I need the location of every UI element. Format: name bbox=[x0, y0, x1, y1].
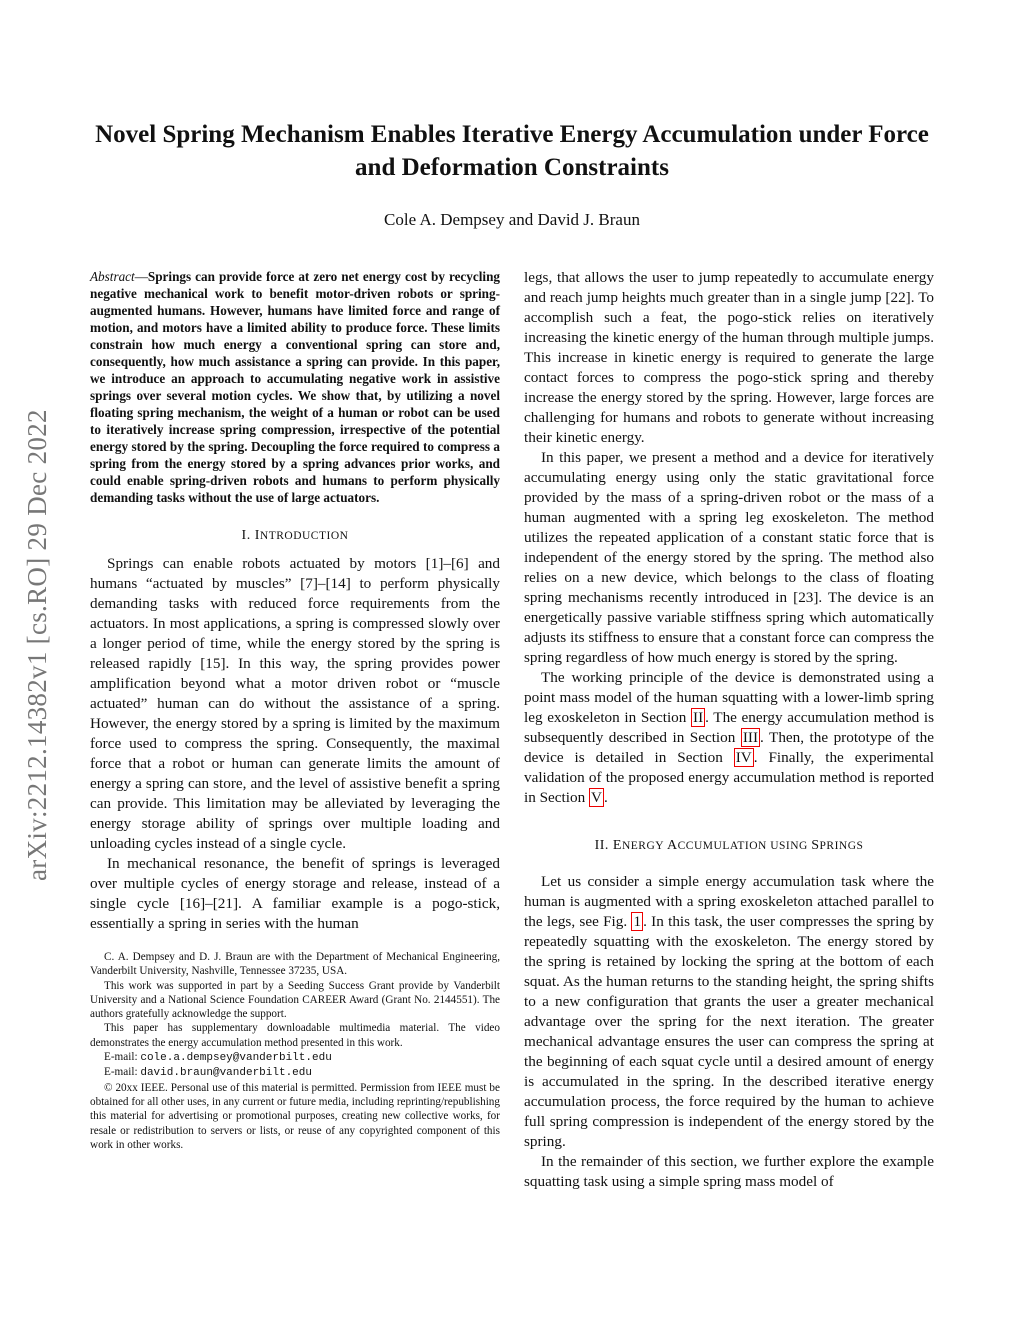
text-run: The working principle of the device is demonstrated using a point mass model of the human squatting with a lower-limb spring leg exoskeleton in Section bbox=[524, 669, 934, 726]
section-link-iii[interactable]: III bbox=[742, 729, 759, 746]
footnotes bbox=[90, 950, 500, 1152]
intro-paragraph-2: In mechanical resonance, the benefit of springs is leveraged over multiple cycles of energy storage and release, instead of a single cycle [16]–[21]. A familiar example is a pogo-stick, essentially a spring in series with the human bbox=[90, 855, 500, 932]
intro-paragraph-4 bbox=[524, 668, 934, 808]
section-1-numeral: I. bbox=[241, 528, 255, 543]
abstract-dash: — bbox=[134, 269, 148, 284]
section-2-initial: S bbox=[811, 838, 820, 853]
right-column bbox=[524, 268, 934, 1192]
section-link-v[interactable]: V bbox=[590, 789, 602, 806]
footnote-funding: This work was supported in part by a Seeding Success Grant provide by Vanderbilt University and a National Science Foundation CAREER Award (Grant No. 2144551). The authors gratefully acknowledge the support. bbox=[90, 979, 500, 1021]
abstract bbox=[90, 268, 500, 506]
abstract-text: Springs can provide force at zero net energy cost by recycling negative mechanical work to benefit motor-driven robots or spring-augmented humans. However, humans have limited force and range of motion, and motors have a limited ability to produce force. These limits constrain how much energy a conventional spring can store and, consequently, how much assistance a spring can provide. In this paper, we introduce an approach to accumulating negative work in assistive springs over several motion cycles. We show that, by utilizing a novel floating spring mechanism, the weight of a human or robot can be used to iteratively increase spring compression, irrespective of the potential energy stored by the spring. Decoupling the force required to compress a spring from the energy stored by a spring advances prior works, and could enable spring-driven robots and humans to perform physically demanding tasks without the use of large actuators. bbox=[90, 269, 500, 505]
paper-authors: Cole A. Dempsey and David J. Braun bbox=[384, 210, 640, 229]
footnote-multimedia: This paper has supplementary downloadable multimedia material. The video demonstrates the energy accumulation method presented in this work. bbox=[90, 1022, 500, 1049]
section-2-initial: A bbox=[667, 838, 678, 853]
left-column bbox=[90, 268, 500, 1152]
section-1-initial: I bbox=[254, 528, 260, 543]
footnote-affiliation: C. A. Dempsey and D. J. Braun are with the Department of Mechanical Engineering, Vanderbilt University, Nashville, Tennessee 37235, USA. bbox=[90, 951, 500, 978]
abstract-label: Abstract bbox=[90, 269, 135, 284]
text-run: . In this task, the user compresses the spring by repeatedly squatting with the exoskeleton. The energy stored by the spring is retained by locking the spring at the bottom of each squat. As the human returns to the standing height, the spring shifts to a new configuration that grants the user a greater mechanical advantage over the spring for the next iteration. The greater mechanical advantage ensures the user can compress the spring at the beginning of each squat cycle until a desired amount of energy is accumulated in the spring. In the described iterative energy accumulation process, the force required by the human to achieve full spring compression is independent of the energy stored by the spring. bbox=[524, 913, 934, 1150]
section-2-paragraph-1 bbox=[524, 872, 934, 1152]
text-run: . Then, the prototype of the device is detailed in Section bbox=[524, 729, 934, 766]
section-link-ii[interactable]: II bbox=[693, 709, 704, 726]
arxiv-identifier: arXiv:2212.14382v1 [cs.RO] 29 Dec 2022 bbox=[22, 409, 52, 881]
email-label: E-mail: bbox=[104, 1066, 141, 1079]
section-2-heading bbox=[524, 838, 934, 854]
email-label: E-mail: bbox=[104, 1051, 141, 1064]
section-link-iv[interactable]: IV bbox=[735, 749, 752, 766]
paper-title: Novel Spring Mechanism Enables Iterative Energy Accumulation under Force and Deformation Constraints bbox=[95, 121, 929, 181]
section-2-paragraph-2: In the remainder of this section, we further explore the example squatting task using a simple spring mass model of bbox=[524, 1153, 934, 1190]
intro-paragraph-1: Springs can enable robots actuated by motors [1]–[6] and humans “actuated by muscles” [7]–[14] to perform physically demanding tasks with reduced force requirements from the actuators. In most applications, a spring is compressed slowly over a longer period of time, while the energy stored by the spring is released rapidly [15]. In this way, the spring provides power amplification beyond what a motor driven robot or “muscle actuated” human can do without the assistance of a spring. However, the energy stored by a spring is limited by the maximum force used to compress the spring. Consequently, the maximal force that a robot or human can generate limits the amount of energy a spring can store, and the level of assistive benefit a spring can provide. This limitation may be alleviated by leveraging the energy storage ability of springs over multiple loading and unloading cycles instead of a single cycle. bbox=[90, 555, 500, 852]
section-2-initial: E bbox=[612, 838, 622, 853]
footnote-copyright: © 20xx IEEE. Personal use of this material is permitted. Permission from IEEE must be obtained for all other uses, in any current or future media, including reprinting/republishing this material for advertising or promotional purposes, creating new collective works, for resale or redistribution to servers or lists, or reuse of any copyrighted component of this work in other works. bbox=[90, 1081, 500, 1151]
section-1-title: NTRODUCTION bbox=[259, 530, 349, 542]
section-2-title-part: NERGY bbox=[621, 840, 668, 852]
text-run: . Finally, the experimental validation of the proposed energy accumulation method is reported in Section bbox=[524, 749, 934, 806]
text-run: . The energy accumulation method is subsequently described in Section bbox=[524, 709, 934, 746]
email-link-1[interactable]: cole.a.dempsey@vanderbilt.edu bbox=[140, 1052, 332, 1065]
email-link-2[interactable]: david.braun@vanderbilt.edu bbox=[140, 1067, 312, 1080]
section-2-numeral: II. bbox=[594, 838, 613, 853]
section-2-title-part: PRINGS bbox=[819, 840, 864, 852]
intro-paragraph-3: In this paper, we present a method and a device for iteratively accumulating energy using only the static gravitational force provided by the mass of a spring-driven robot or the mass of a human augmented with a spring leg exoskeleton. The method utilizes the repeated application of a constant static force that is independent of the energy stored by the spring. The method also relies on a new device, which belongs to the class of floating spring mechanisms recently introduced in [23]. The device is an energetically passive variable stiffness spring which automatically adjusts its stiffness to ensure that a constant force can compress the spring regardless of how much energy is stored by the spring. bbox=[524, 449, 934, 666]
intro-paragraph-2-continued: legs, that allows the user to jump repeatedly to accumulate energy and reach jump heights much greater than in a single jump [22]. To accomplish such a feat, the pogo-stick relies on iteratively increasing the kinetic energy of the human through multiple jumps. This increase in kinetic energy is required to generate the large contact forces to compress the pogo-stick spring and thereby increase the energy stored by the spring. However, large forces are challenging for humans and robots to generate without increasing their kinetic energy. bbox=[524, 269, 934, 446]
footnote-email-2 bbox=[90, 1065, 500, 1080]
section-1-heading bbox=[90, 528, 500, 544]
figure-link-1[interactable]: 1 bbox=[633, 913, 642, 930]
text-run: . bbox=[603, 789, 608, 806]
text-run: Let us consider a simple energy accumulation task where the human is augmented with a spring exoskeleton attached parallel to the legs, see Fig. bbox=[524, 873, 934, 930]
section-2-title-part: CCUMULATION USING bbox=[677, 840, 812, 852]
footnote-email-1 bbox=[90, 1050, 500, 1065]
